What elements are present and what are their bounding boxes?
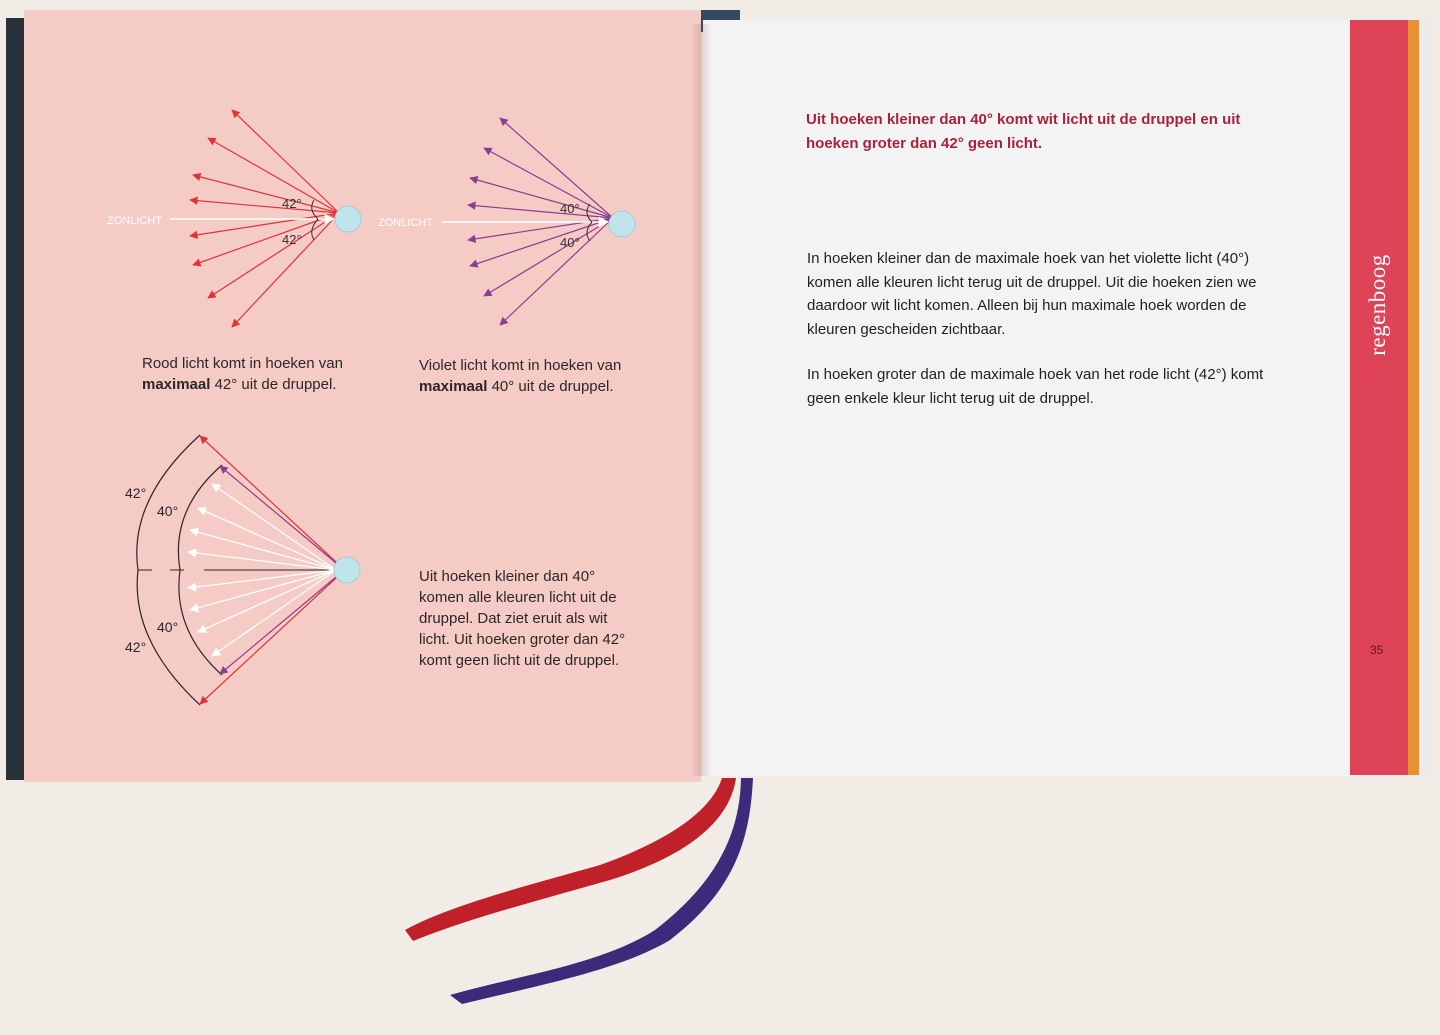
diagram-combined <box>125 435 360 705</box>
page-number: 35 <box>1370 643 1384 657</box>
diagram-red-light <box>107 110 361 327</box>
violet-ray <box>470 218 613 266</box>
fan-ray-red <box>200 578 336 704</box>
droplet <box>609 211 635 237</box>
caption-combined: Uit hoeken kleiner dan 40° komen alle kleuren licht uit de druppel. Dat ziet eruit als wit licht. Uit hoeken groter dan 42° komt geen licht uit de druppel. <box>419 568 626 669</box>
red-ray <box>190 200 339 213</box>
right-page-heading: Uit hoeken kleiner dan 40° komt wit licht uit de druppel en uit hoeken groter dan 42° geen licht. <box>806 111 1241 152</box>
angle-label-bottom: 42° <box>282 232 302 247</box>
fan-ray-red <box>200 436 336 562</box>
red-ray <box>208 213 339 298</box>
red-ray <box>190 213 339 236</box>
caption-red-line1: Rood licht komt in hoeken van <box>142 355 343 372</box>
right-page-paragraph-2: In hoeken groter dan de maximale hoek van het rode licht (42°) komt geen enkele kleur licht terug uit de druppel. <box>807 366 1264 407</box>
caption-violet-line2: 40° uit de druppel. <box>491 378 614 395</box>
fan-ray-violet <box>220 466 336 563</box>
violet-ray <box>500 118 613 218</box>
violet-ray <box>500 218 613 325</box>
angle-label-42-top: 42° <box>125 485 147 501</box>
fan-ray-white <box>198 570 336 632</box>
droplet <box>335 206 361 232</box>
angle-label-top: 40° <box>560 201 580 216</box>
droplet <box>334 557 360 583</box>
caption-red <box>142 353 372 395</box>
caption-red-line2: 42° uit de druppel. <box>214 376 337 393</box>
chapter-tab-label: regenboog <box>1365 254 1390 356</box>
diagram-violet-light <box>378 118 635 325</box>
angle-label-40-top: 40° <box>157 503 179 519</box>
caption-violet-line1: Violet licht komt in hoeken van <box>419 357 622 374</box>
angle-label-40-bottom: 40° <box>157 619 179 635</box>
angle-label-bottom: 40° <box>560 235 580 250</box>
violet-ray <box>484 218 613 296</box>
fan-ray-white <box>190 530 336 570</box>
fan-ray-white <box>198 508 336 570</box>
sunlight-label: ZONLICHT <box>378 217 433 229</box>
red-ray <box>193 175 339 213</box>
fan-ray-white <box>190 570 336 610</box>
caption-violet <box>419 355 649 397</box>
angle-label-42-bottom: 42° <box>125 639 147 655</box>
caption-violet-bold: maximaal <box>419 378 488 395</box>
right-page-paragraph-1: In hoeken kleiner dan de maximale hoek van het violette licht (40°) komen alle kleuren licht terug uit de druppel. Uit die hoeken zien we daardoor wit licht komen. Alleen bij hun maximale hoek worden de kleuren gescheiden zichtbaar. <box>807 250 1257 338</box>
caption-red-bold: maximaal <box>142 376 211 393</box>
fan-ray-violet <box>220 577 336 674</box>
red-ray <box>232 213 339 327</box>
violet-ray <box>484 148 613 218</box>
sunlight-label: ZONLICHT <box>107 215 162 227</box>
angle-label-top: 42° <box>282 196 302 211</box>
